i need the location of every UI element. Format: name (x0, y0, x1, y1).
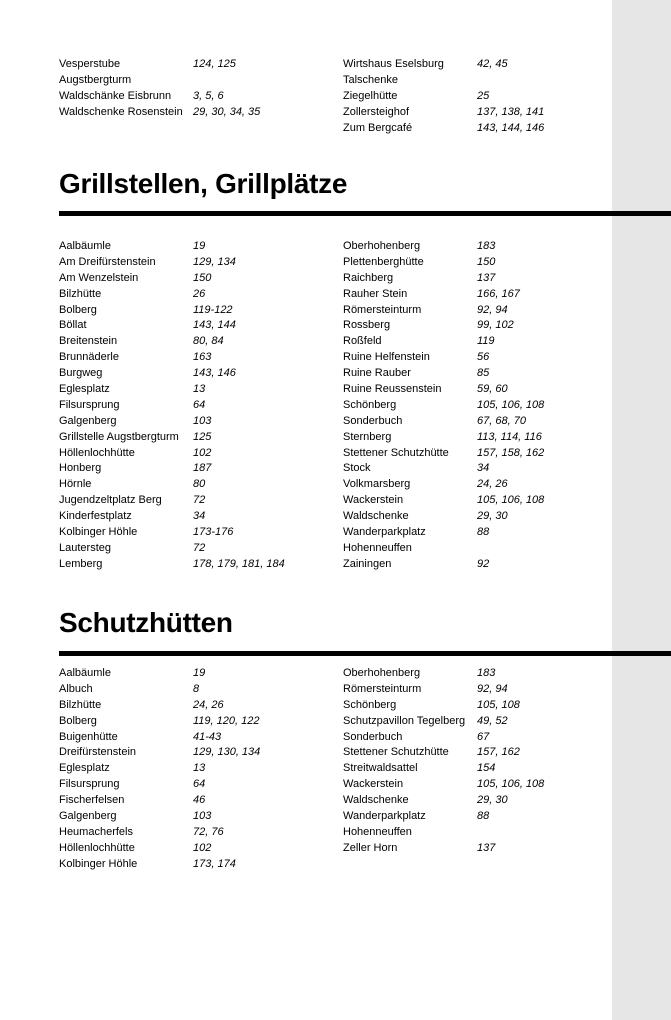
index-entry-pages: 137, 138, 141 (477, 105, 545, 118)
index-entry (343, 430, 613, 446)
index-entry (343, 682, 613, 698)
index-entry-name: Breitenstein (59, 335, 118, 348)
index-entry (59, 698, 329, 714)
index-entry-pages: 187 (193, 462, 212, 475)
index-entry-name: Filsursprung (59, 778, 120, 791)
index-entry-name: Brunnäderle (59, 351, 119, 364)
index-entry (59, 761, 329, 777)
index-entry-name: Kinderfestplatz (59, 510, 132, 523)
index-entry (343, 287, 613, 303)
section-title-huts: Schutzhütten (59, 607, 233, 638)
index-entry-name: Dreifürstenstein (59, 746, 137, 759)
index-entry-pages: 41-43 (193, 730, 222, 743)
index-entry-name: Höllenlochhütte (59, 841, 135, 854)
index-entry-name: Galgenberg (59, 414, 117, 427)
index-entry-pages: 67, 68, 70 (477, 414, 526, 427)
index-entry-pages: 157, 158, 162 (477, 446, 545, 459)
index-entry-pages: 13 (193, 383, 206, 396)
index-entry (59, 825, 329, 841)
index-entry-pages: 105, 106, 108 (477, 398, 545, 411)
index-entry-pages: 150 (477, 255, 496, 268)
index-entry (59, 793, 329, 809)
index-entry (343, 557, 613, 573)
index-entry (59, 841, 329, 857)
index-entry-pages: 173-176 (193, 526, 234, 539)
index-entry-name: Rauher Stein (343, 287, 408, 300)
index-entry-pages: 72 (193, 541, 206, 554)
index-entry-pages: 143, 144, 146 (477, 121, 545, 134)
index-entry (343, 239, 613, 255)
index-entry-pages: 72 (193, 494, 206, 507)
index-entry-pages: 129, 134 (193, 255, 236, 268)
index-entry (343, 121, 613, 137)
index-entry-pages: 119, 120, 122 (193, 714, 260, 727)
index-entry (59, 73, 329, 89)
index-entry (59, 461, 329, 477)
index-entry-pages: 143, 146 (193, 367, 236, 380)
top-left-column (59, 57, 329, 121)
index-entry-pages: 173, 174 (193, 857, 236, 870)
index-entry-name: Ziegelhütte (343, 89, 398, 102)
huts-right-column (343, 666, 613, 857)
index-entry (59, 430, 329, 446)
index-entry-name: Bolberg (59, 303, 97, 316)
index-entry (343, 493, 613, 509)
index-entry (59, 255, 329, 271)
index-entry-pages: 102 (193, 841, 212, 854)
index-entry-pages: 103 (193, 414, 212, 427)
index-entry-name: Römersteinturm (343, 303, 422, 316)
index-entry-name: Plettenberghütte (343, 255, 424, 268)
huts-left-column (59, 666, 329, 873)
index-entry-name: Buigenhütte (59, 730, 118, 743)
index-entry-name: Schutzpavillon Tegelberg (343, 714, 466, 727)
index-entry (343, 745, 613, 761)
index-entry-name: Ruine Helfenstein (343, 351, 430, 364)
section-rule-grill (59, 211, 671, 216)
index-entry (59, 318, 329, 334)
index-entry-pages: 105, 106, 108 (477, 494, 545, 507)
index-entry-pages: 80, 84 (193, 335, 224, 348)
index-entry (343, 809, 613, 825)
index-entry-pages: 64 (193, 398, 206, 411)
grill-right-column (343, 239, 613, 573)
index-entry-name: Stettener Schutzhütte (343, 446, 449, 459)
index-entry-pages: 25 (477, 89, 490, 102)
top-right-column (343, 57, 613, 136)
index-entry (343, 271, 613, 287)
index-entry (343, 525, 613, 541)
index-entry (343, 350, 613, 366)
index-entry-name: Zollersteighof (343, 105, 410, 118)
index-entry-pages: 166, 167 (477, 287, 520, 300)
index-entry-pages: 88 (477, 526, 490, 539)
index-entry-pages: 150 (193, 271, 212, 284)
index-entry-name: Lemberg (59, 557, 103, 570)
index-entry-name: Zum Bergcafé (343, 121, 413, 134)
index-entry-name: Burgweg (59, 367, 103, 380)
index-entry (59, 239, 329, 255)
index-entry (343, 825, 613, 841)
index-entry (59, 666, 329, 682)
index-entry-pages: 137 (477, 841, 496, 854)
index-entry-name: Kolbinger Höhle (59, 857, 138, 870)
index-entry (59, 745, 329, 761)
index-entry (343, 777, 613, 793)
index-entry-name: Volkmarsberg (343, 478, 411, 491)
index-entry-name: Waldschenke (343, 510, 409, 523)
index-entry-pages: 183 (477, 667, 496, 679)
index-entry (343, 666, 613, 682)
index-entry-name: Aalbäumle (59, 240, 111, 252)
index-entry-pages: 29, 30 (477, 510, 508, 523)
index-entry-pages: 178, 179, 181, 184 (193, 557, 285, 570)
index-entry-name: Hohenneuffen (343, 825, 412, 838)
index-entry-pages: 105, 108 (477, 698, 520, 711)
index-entry-name: Am Wenzelstein (59, 271, 139, 284)
index-entry (343, 793, 613, 809)
index-entry-name: Fischerfelsen (59, 794, 125, 807)
index-entry (59, 414, 329, 430)
index-entry-name: Waldschenke (343, 794, 409, 807)
index-entry-pages: 102 (193, 446, 212, 459)
index-entry-name: Römersteinturm (343, 682, 422, 695)
index-entry-name: Waldschänke Eisbrunn (59, 89, 172, 102)
index-entry-pages: 157, 162 (477, 746, 520, 759)
index-entry-pages: 19 (193, 240, 206, 252)
index-entry-pages: 34 (477, 462, 490, 475)
index-entry (343, 57, 613, 73)
index-entry (343, 398, 613, 414)
index-entry-name: Bolberg (59, 714, 97, 727)
index-entry (343, 461, 613, 477)
index-entry (343, 698, 613, 714)
index-entry-name: Sonderbuch (343, 730, 403, 743)
index-entry-pages: 29, 30, 34, 35 (193, 105, 261, 118)
index-entry-pages: 72, 76 (193, 825, 224, 838)
index-entry-pages: 8 (193, 682, 200, 695)
index-entry-name: Albuch (59, 682, 93, 695)
index-entry (343, 105, 613, 121)
index-entry-name: Heumacherfels (59, 825, 133, 838)
index-entry-name: Wanderparkplatz (343, 526, 426, 539)
index-entry-pages: 143, 144 (193, 319, 236, 332)
index-entry (59, 382, 329, 398)
section-title-grill: Grillstellen, Grillplätze (59, 168, 348, 199)
index-entry (343, 334, 613, 350)
index-entry (343, 382, 613, 398)
index-entry-name: Wirtshaus Eselsburg (343, 58, 444, 70)
index-entry-name: Vesperstube (59, 58, 121, 70)
index-entry (59, 541, 329, 557)
index-entry (59, 334, 329, 350)
index-entry-name: Höllenlochhütte (59, 446, 135, 459)
index-entry-name: Schönberg (343, 398, 397, 411)
index-entry (59, 493, 329, 509)
index-entry-name: Wanderparkplatz (343, 810, 426, 823)
index-entry-pages: 119-122 (193, 303, 233, 316)
index-entry (343, 255, 613, 271)
index-entry-pages: 24, 26 (477, 478, 508, 491)
index-entry-name: Zainingen (343, 557, 392, 570)
index-entry-name: Am Dreifürstenstein (59, 255, 156, 268)
index-entry-name: Eglesplatz (59, 762, 110, 775)
index-entry-name: Rossberg (343, 319, 391, 332)
index-entry (59, 509, 329, 525)
index-entry-pages: 34 (193, 510, 206, 523)
index-entry (59, 105, 329, 121)
index-entry-name: Streitwaldsattel (343, 762, 418, 775)
index-entry-name: Lautersteg (59, 541, 111, 554)
index-entry (343, 841, 613, 857)
index-entry-name: Kolbinger Höhle (59, 526, 138, 539)
index-entry-name: Wackerstein (343, 494, 404, 507)
index-entry-name: Ruine Rauber (343, 367, 411, 380)
index-entry-pages: 26 (193, 287, 206, 300)
index-entry (343, 730, 613, 746)
index-entry (59, 303, 329, 319)
index-entry (59, 57, 329, 73)
index-entry-name: Eglesplatz (59, 383, 110, 396)
index-entry-pages: 129, 130, 134 (193, 746, 261, 759)
index-entry-name: Sternberg (343, 430, 392, 443)
index-entry-pages: 49, 52 (477, 714, 508, 727)
index-entry (59, 809, 329, 825)
index-entry-pages: 19 (193, 667, 206, 679)
index-entry-name: Honberg (59, 462, 102, 475)
index-entry (59, 350, 329, 366)
index-entry-name: Böllat (59, 319, 87, 332)
index-entry-name: Stock (343, 462, 371, 475)
index-entry-pages: 113, 114, 116 (477, 430, 542, 443)
index-entry-name: Roßfeld (343, 335, 382, 348)
index-entry-pages: 56 (477, 351, 490, 364)
index-entry (343, 89, 613, 105)
index-entry-pages: 119 (477, 335, 495, 348)
index-entry-pages: 29, 30 (477, 794, 508, 807)
index-entry (343, 541, 613, 557)
index-entry (343, 303, 613, 319)
index-entry-name: Wackerstein (343, 778, 404, 791)
index-entry (59, 714, 329, 730)
index-entry-name: Grillstelle Augstbergturm (59, 430, 179, 443)
index-entry (59, 271, 329, 287)
index-entry (59, 777, 329, 793)
index-entry (343, 714, 613, 730)
index-entry (343, 446, 613, 462)
index-entry-name: Talschenke (343, 73, 399, 86)
index-entry-name: Jugendzeltplatz Berg (59, 494, 162, 507)
index-entry-pages: 64 (193, 778, 206, 791)
index-entry (343, 318, 613, 334)
index-entry-pages: 183 (477, 240, 496, 252)
index-entry-name: Schönberg (343, 698, 397, 711)
index-entry (343, 414, 613, 430)
index-entry-pages: 99, 102 (477, 319, 514, 332)
index-entry-pages: 124, 125 (193, 58, 236, 70)
index-entry-pages: 67 (477, 730, 490, 743)
index-entry (59, 525, 329, 541)
index-entry-pages: 92, 94 (477, 303, 508, 316)
index-entry (59, 730, 329, 746)
index-entry-name: Raichberg (343, 271, 394, 284)
index-entry-pages: 24, 26 (193, 698, 224, 711)
index-entry-name: Oberhohenberg (343, 667, 421, 679)
index-entry-name: Bilzhütte (59, 287, 102, 300)
index-entry (59, 446, 329, 462)
index-entry (59, 398, 329, 414)
index-entry (343, 477, 613, 493)
index-entry-pages: 103 (193, 810, 212, 823)
index-entry-name: Oberhohenberg (343, 240, 421, 252)
index-entry-name: Hörnle (59, 478, 92, 491)
index-entry-name: Bilzhütte (59, 698, 102, 711)
page-margin-strip (612, 0, 671, 1020)
index-entry-name: Aalbäumle (59, 667, 111, 679)
index-entry-name: Ruine Reussenstein (343, 383, 442, 396)
section-rule-huts (59, 651, 671, 656)
index-entry (343, 509, 613, 525)
index-entry-pages: 42, 45 (477, 58, 508, 70)
index-entry-name: Galgenberg (59, 810, 117, 823)
index-entry (59, 287, 329, 303)
index-entry-pages: 85 (477, 367, 490, 380)
index-entry-name: Hohenneuffen (343, 541, 412, 554)
index-entry-pages: 46 (193, 794, 206, 807)
index-entry-pages: 13 (193, 762, 206, 775)
index-entry (59, 682, 329, 698)
index-entry-pages: 92, 94 (477, 682, 508, 695)
index-entry (59, 557, 329, 573)
index-entry (59, 477, 329, 493)
index-entry-pages: 80 (193, 478, 206, 491)
index-entry-pages: 125 (193, 430, 212, 443)
index-entry-pages: 154 (477, 762, 496, 775)
index-entry-name: Waldschenke Rosenstein (59, 105, 183, 118)
index-entry-pages: 137 (477, 271, 496, 284)
index-entry (59, 89, 329, 105)
index-entry (343, 761, 613, 777)
index-entry-name: Filsursprung (59, 398, 120, 411)
index-entry-name: Augstbergturm (59, 73, 132, 86)
index-entry-pages: 92 (477, 557, 490, 570)
grill-left-column (59, 239, 329, 573)
index-entry-name: Zeller Horn (343, 841, 398, 854)
index-entry-pages: 163 (193, 351, 212, 364)
index-entry-pages: 59, 60 (477, 383, 508, 396)
index-entry-pages: 88 (477, 810, 490, 823)
index-entry (59, 366, 329, 382)
index-entry (59, 857, 329, 873)
index-entry-name: Stettener Schutzhütte (343, 746, 449, 759)
index-entry-pages: 3, 5, 6 (193, 89, 224, 102)
index-entry-pages: 105, 106, 108 (477, 778, 545, 791)
index-entry (343, 366, 613, 382)
index-entry (343, 73, 613, 89)
index-entry-name: Sonderbuch (343, 414, 403, 427)
